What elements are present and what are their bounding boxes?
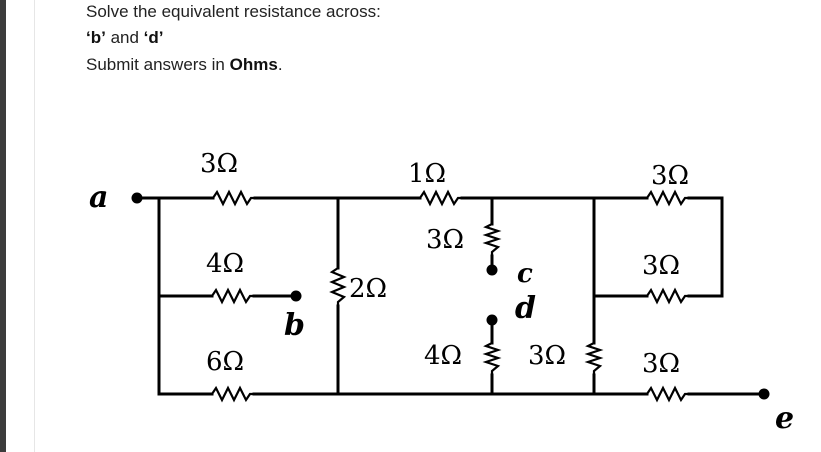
label-vert-lower-4ohm: 4Ω (424, 341, 463, 371)
label-vert-upper-3ohm: 3Ω (426, 225, 465, 255)
label-bot-left-6ohm: 6Ω (206, 347, 245, 377)
terminal-e-dot (759, 389, 770, 400)
label-top-left-3ohm: 3Ω (200, 149, 239, 179)
label-top-mid-1ohm: 1Ω (408, 159, 447, 189)
resistor-vert-2ohm (332, 268, 344, 306)
label-mid-left-4ohm: 4Ω (206, 249, 245, 279)
node-b-ref: ‘b’ (86, 28, 106, 47)
resistor-vert-lower-3ohm (588, 343, 600, 375)
period-text: . (277, 55, 283, 74)
submit-text: Submit answers in (86, 55, 230, 74)
label-bot-right-3ohm: 3Ω (642, 349, 681, 379)
resistor-top-left-3ohm (213, 192, 255, 204)
resistor-top-right-3ohm (647, 192, 689, 204)
label-vert-lower-3ohm: 3Ω (528, 341, 567, 371)
node-d-ref: ‘d’ (143, 28, 164, 47)
node-label-d: d (515, 291, 536, 326)
resistor-top-mid-1ohm (420, 192, 462, 204)
node-label-b: b (284, 308, 305, 343)
resistor-bot-right-3ohm (647, 388, 689, 400)
terminal-b-dot (291, 291, 302, 302)
resistor-vert-upper-3ohm (486, 224, 498, 256)
label-vert-2ohm: 2Ω (349, 274, 388, 304)
resistor-mid-right-3ohm (647, 290, 689, 302)
node-label-c: c (517, 259, 533, 289)
terminal-c-dot (487, 265, 498, 276)
resistor-mid-left-4ohm (212, 290, 254, 302)
question-text: Solve the equivalent resistance across: (86, 2, 381, 21)
unit-text: Ohms (229, 55, 278, 74)
node-label-e: e (775, 401, 795, 436)
label-mid-right-3ohm: 3Ω (642, 251, 681, 281)
terminal-d-dot (487, 315, 498, 326)
terminal-a-dot (132, 193, 143, 204)
resistor-vert-lower-4ohm (486, 343, 498, 375)
and-text: and (105, 28, 144, 47)
resistor-bot-left-6ohm (212, 388, 254, 400)
node-label-a: a (89, 180, 109, 215)
label-top-right-3ohm: 3Ω (651, 161, 690, 191)
